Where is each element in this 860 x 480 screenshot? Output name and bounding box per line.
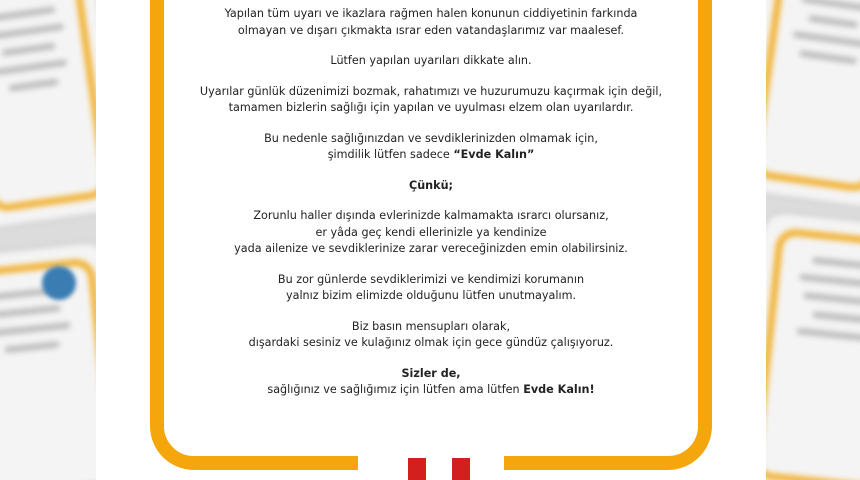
notice-document — [96, 0, 766, 480]
paragraph-heading — [164, 178, 698, 195]
prefix-text: sağlığınız ve sağlığımız için lütfen ama lütfen — [267, 383, 524, 396]
red-square-icon — [452, 458, 470, 480]
notice-text — [164, 4, 698, 413]
heading-cunku: Çünkü; — [408, 178, 454, 192]
paragraph: Zorunlu haller dışında evlerinizde kalmamakta ısrarcı olursanız, er yâda geç kendi ellerinizle ya kendinize yada ailenize ve sevdiklerinize zarar vereceğinizden emin olabilirsiniz. — [234, 209, 628, 255]
background-logo — [42, 266, 76, 300]
prefix-text: şimdilik lütfen sadece — [327, 148, 454, 161]
evde-kalin-emphasis: “Evde Kalın” — [453, 148, 535, 161]
heading-sizler-de: Sizler de, — [401, 366, 461, 380]
paragraph: Bu zor günlerde sevdiklerimizi ve kendimizi korumanın yalnız bizim elimizde olduğunu lütfen unutmayalım. — [277, 272, 585, 302]
paragraph: Bu nedenle sağlığınızdan ve sevdiklerinizden olmamak için, şimdilik lütfen sadece “Evde Kalın” — [264, 131, 598, 161]
evde-kalin-emphasis: Evde Kalın! — [523, 383, 595, 396]
paragraph: Biz basın mensupları olarak, dışardaki sesiniz ve kulağınız olmak için gece gündüz çalışıyoruz. — [248, 319, 614, 349]
paragraph: Uyarılar günlük düzenimizi bozmak, rahatımızı ve huzurumuzu kaçırmak için değil, tamamen bizlerin sağlığı için yapılan ve uyulması elzem olan uyarılardır. — [199, 84, 663, 114]
red-square-icon — [408, 458, 426, 480]
paragraph: Lütfen yapılan uyarıları dikkate alın. — [330, 54, 532, 67]
paragraph: Yapılan tüm uyarı ve ikazlara rağmen halen konunun ciddiyetinin farkında olmayan ve dışarı çıkmakta ısrar eden vatandaşlarımız var maalesef. — [224, 7, 638, 37]
closing-paragraph — [164, 366, 698, 399]
